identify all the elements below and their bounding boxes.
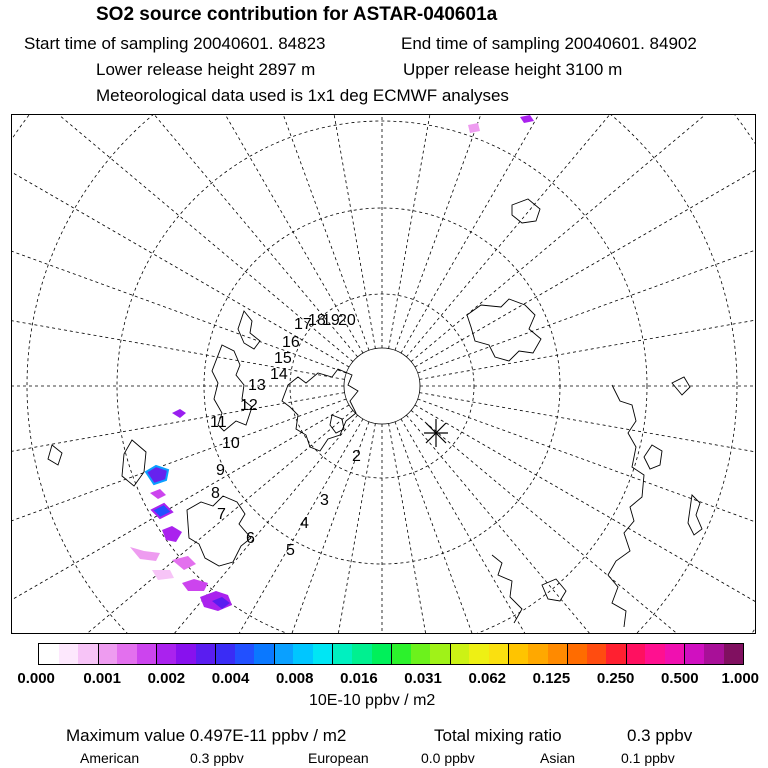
color-scale-segment bbox=[117, 644, 137, 664]
meridian-line bbox=[12, 393, 345, 491]
day-label: 2 bbox=[352, 448, 361, 465]
total-mixing-ratio-label: Total mixing ratio bbox=[434, 726, 562, 745]
meridian-line bbox=[419, 393, 756, 491]
color-scale-tick-label: 0.250 bbox=[596, 670, 635, 687]
color-scale-tick-label: 0.002 bbox=[147, 670, 186, 687]
day-label: 11 bbox=[210, 414, 227, 431]
asia-coast bbox=[608, 385, 644, 627]
color-scale-tick-label: 0.008 bbox=[275, 670, 314, 687]
color-scale-tick-label: 0.500 bbox=[661, 670, 699, 687]
day-label: 7 bbox=[217, 506, 226, 523]
region-value-asian: 0.1 ppbv bbox=[621, 750, 675, 766]
color-scale-divider bbox=[215, 644, 216, 664]
plume-cell bbox=[172, 409, 186, 418]
meridian-line bbox=[411, 410, 756, 634]
day-label: 3 bbox=[320, 492, 329, 509]
region-value-european: 0.0 ppbv bbox=[421, 750, 475, 766]
color-scale-segment bbox=[606, 644, 626, 664]
day-label: 14 bbox=[270, 366, 288, 383]
island-coast bbox=[48, 445, 62, 465]
color-scale-segment bbox=[156, 644, 176, 664]
plume-cell bbox=[146, 466, 168, 484]
color-scale-tick-label: 0.031 bbox=[404, 670, 442, 687]
color-scale-divider bbox=[332, 644, 333, 664]
color-scale-tick-label: 0.004 bbox=[211, 670, 250, 687]
concentration-plume bbox=[130, 115, 534, 611]
color-scale-segment bbox=[59, 644, 79, 664]
color-scale-segment bbox=[196, 644, 216, 664]
meridian-line bbox=[406, 415, 756, 634]
color-scale-segment bbox=[78, 644, 98, 664]
color-scale-bar bbox=[38, 643, 744, 665]
color-scale-tick-label: 0.000 bbox=[17, 670, 55, 687]
meridian-line bbox=[415, 405, 756, 634]
island-coast bbox=[238, 311, 260, 349]
color-scale-divider bbox=[508, 644, 509, 664]
color-scale-divider bbox=[626, 644, 627, 664]
plume-cell bbox=[182, 579, 208, 591]
color-scale-segment bbox=[626, 644, 646, 664]
color-scale-segment bbox=[509, 644, 529, 664]
day-label: 6 bbox=[246, 530, 255, 547]
color-scale-segment bbox=[548, 644, 568, 664]
color-scale-segment bbox=[489, 644, 509, 664]
release-site-icon bbox=[424, 419, 448, 447]
color-scale-segment bbox=[254, 644, 274, 664]
start-time-label: Start time of sampling 20040601. 84823 bbox=[24, 34, 326, 53]
meridian-line bbox=[389, 423, 487, 634]
plume-cell bbox=[152, 504, 172, 518]
upper-release-height-label: Upper release height 3100 m bbox=[403, 60, 623, 79]
color-scale-divider bbox=[684, 644, 685, 664]
day-label: 16 bbox=[282, 334, 300, 351]
polar-map bbox=[12, 115, 756, 634]
meridian-line bbox=[419, 282, 756, 380]
meridian-line bbox=[406, 115, 756, 357]
color-scale-tick-label: 0.125 bbox=[532, 670, 571, 687]
plume-cell bbox=[152, 570, 174, 580]
region-name-asian: Asian bbox=[540, 750, 576, 766]
day-label: 15 bbox=[274, 350, 292, 367]
color-scale-segment bbox=[352, 644, 372, 664]
color-scale-segment bbox=[411, 644, 431, 664]
color-scale-segment bbox=[704, 644, 724, 664]
color-scale-segment bbox=[137, 644, 157, 664]
color-scale-segment bbox=[391, 644, 411, 664]
color-scale-segment bbox=[98, 644, 118, 664]
color-scale-segment bbox=[430, 644, 450, 664]
color-scale-segment bbox=[39, 644, 59, 664]
color-scale-segment bbox=[724, 644, 744, 664]
island-coast bbox=[542, 579, 566, 601]
color-scale-tick-label: 0.001 bbox=[83, 670, 121, 687]
day-label: 13 bbox=[248, 377, 266, 394]
color-scale-units: 10E-10 ppbv / m2 bbox=[309, 692, 436, 709]
color-scale-segment bbox=[176, 644, 196, 664]
total-mixing-ratio-value: 0.3 ppbv bbox=[627, 726, 693, 745]
color-scale-segment bbox=[235, 644, 255, 664]
meridian-line bbox=[418, 399, 756, 591]
plume-cell bbox=[520, 115, 534, 123]
color-scale-segment bbox=[450, 644, 470, 664]
color-scale-divider bbox=[274, 644, 275, 664]
color-scale-segment bbox=[645, 644, 665, 664]
color-scale-segment bbox=[665, 644, 685, 664]
plume-cell bbox=[172, 556, 196, 570]
color-scale-tick-label: 0.016 bbox=[340, 670, 378, 687]
day-label: 19 bbox=[322, 312, 340, 329]
meridian-line bbox=[401, 419, 682, 634]
color-scale-segment bbox=[293, 644, 313, 664]
color-scale-divider bbox=[98, 644, 99, 664]
color-scale-tick-label: 1.000 bbox=[721, 670, 760, 687]
day-label: 9 bbox=[216, 462, 225, 479]
color-scale-segment bbox=[215, 644, 235, 664]
alaska-coast bbox=[122, 440, 146, 486]
color-scale-segment bbox=[567, 644, 587, 664]
met-data-label: Meteorological data used is 1x1 deg ECMWF analyses bbox=[96, 86, 509, 105]
maximum-value-label: Maximum value 0.497E-11 ppbv / m2 bbox=[66, 726, 347, 745]
color-scale-segment bbox=[469, 644, 489, 664]
map-panel bbox=[11, 114, 756, 634]
meridian-line bbox=[12, 405, 349, 634]
color-scale-segment bbox=[372, 644, 392, 664]
svalbard-coast bbox=[512, 199, 540, 223]
region-name-american: American bbox=[80, 750, 140, 766]
color-scale-divider bbox=[156, 644, 157, 664]
color-scale-segment bbox=[274, 644, 294, 664]
meridian-line bbox=[395, 422, 587, 634]
color-scale-segment bbox=[332, 644, 352, 664]
day-label: 5 bbox=[286, 542, 295, 559]
lower-release-height-label: Lower release height 2897 m bbox=[96, 60, 316, 79]
color-scale-segment bbox=[528, 644, 548, 664]
plume-cell bbox=[162, 526, 182, 542]
color-scale-segment bbox=[685, 644, 705, 664]
color-scale-tick-label: 0.062 bbox=[468, 670, 507, 687]
color-scale-segment bbox=[313, 644, 333, 664]
color-scale-divider bbox=[567, 644, 568, 664]
day-label: 12 bbox=[240, 397, 258, 414]
island-coast bbox=[644, 445, 662, 469]
day-label: 20 bbox=[338, 312, 356, 329]
day-label: 18 bbox=[308, 312, 326, 329]
meridian-line bbox=[395, 115, 587, 350]
island-coast bbox=[688, 495, 702, 535]
color-scale-segment bbox=[587, 644, 607, 664]
day-label: 10 bbox=[222, 435, 240, 452]
day-label: 17 bbox=[294, 316, 312, 333]
color-scale-divider bbox=[391, 644, 392, 664]
region-name-european: European bbox=[308, 750, 369, 766]
scandinavia-coast bbox=[467, 299, 541, 361]
color-scale-divider bbox=[450, 644, 451, 664]
end-time-label: End time of sampling 20040601. 84902 bbox=[401, 34, 697, 53]
asia-coast bbox=[492, 555, 522, 623]
plume-cell bbox=[150, 489, 166, 499]
map-title: SO2 source contribution for ASTAR-040601a bbox=[96, 4, 498, 25]
region-value-american: 0.3 ppbv bbox=[190, 750, 244, 766]
day-label: 8 bbox=[211, 485, 220, 502]
day-label: 4 bbox=[300, 515, 309, 532]
meridian-line bbox=[418, 181, 756, 373]
plume-cell bbox=[468, 123, 480, 133]
meridian-line bbox=[411, 115, 756, 362]
plume-cell bbox=[130, 547, 160, 561]
